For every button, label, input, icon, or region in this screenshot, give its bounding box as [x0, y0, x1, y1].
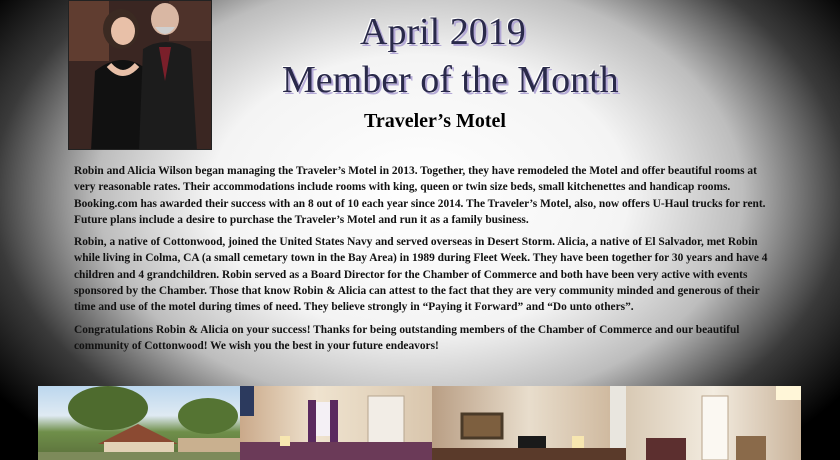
motel-room-photo-1	[240, 386, 432, 460]
motel-room-photo-3	[626, 386, 801, 460]
paragraph-congratulations: Congratulations Robin & Alicia on your success! Thanks for being outstanding members of the Chamber of Commerce and our beautiful community of Cottonwood! We wish you the best in your future endeavors!	[74, 323, 740, 352]
motel-exterior-photo	[38, 386, 240, 460]
paragraph-biography: Robin, a native of Cottonwood, joined the United States Navy and served overseas in Desert Storm. Alicia, a native of El Salvador, met Robin while living in Colma, CA (a small cemetary town in the Bay Area) in 1989 during Fleet Week. They have been together for 30 years and have 4 children and 4 grandchildren. Robin served as a Board Director for the Chamber of Commerce and both have been very active with events sponsored by the Chamber. Those that know Robin & Alicia can attest to the fact that they are very community minded and generous of their time and use of the motel during times of need. They believe strongly in “Paying it Forward” and “Do unto others”.	[74, 236, 768, 314]
motel-room-photo-2	[432, 386, 626, 460]
page-title: Member of the Month	[282, 59, 619, 101]
business-name: Traveler’s Motel	[364, 110, 506, 132]
article-body	[74, 163, 768, 360]
owners-portrait-photo	[68, 0, 212, 150]
month-heading: April 2019	[360, 11, 526, 53]
motel-photo-strip	[38, 386, 801, 460]
paragraph-intro: Robin and Alicia Wilson began managing the Traveler’s Motel in 2013. Together, they have remodeled the Motel and offer beautiful rooms at very reasonable rates. Their accommodations include rooms with king, queen or twin size beds, small kitchenettes and handicap rooms. Booking.com has awarded their success with an 8 out of 10 each year since 2014. The Traveler’s Motel, also, now offers U-Haul trucks for rent. Future plans include a desire to purchase the Traveler’s Motel and run it as a family business.	[74, 165, 766, 226]
